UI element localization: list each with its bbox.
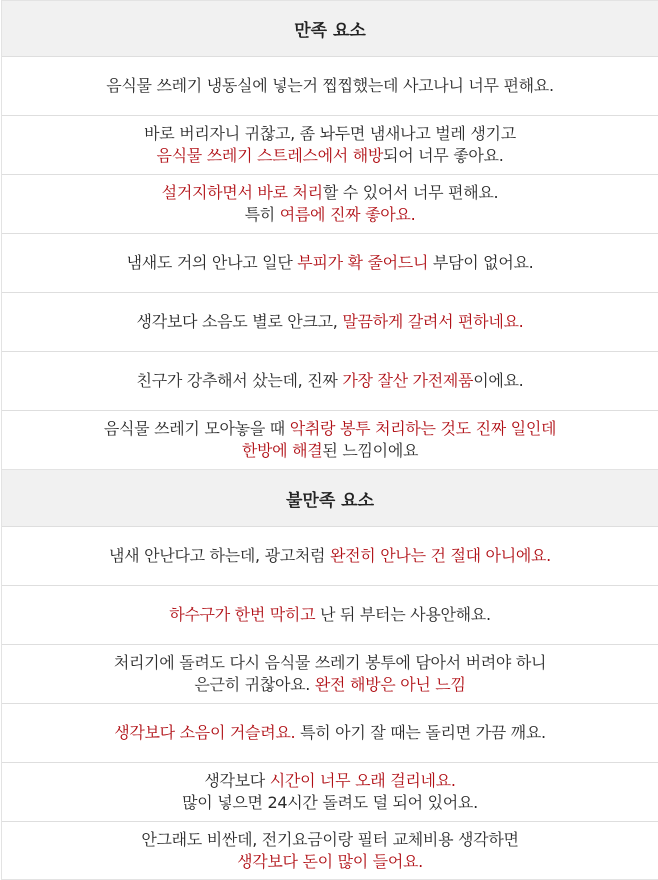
review-line: [104, 418, 556, 440]
highlighted-text: 하수구가 한번 막히고: [169, 605, 316, 624]
highlighted-text: 시간이 너무 오래 걸리네요.: [269, 771, 456, 790]
review-row: [2, 233, 658, 292]
highlighted-text: 가장 잘산 가전제품: [342, 371, 474, 390]
review-row: [2, 703, 658, 762]
review-line: [137, 370, 524, 392]
review-row: [2, 115, 658, 174]
review-text: 부담이 없어요.: [428, 253, 534, 272]
review-row: [2, 585, 658, 644]
review-line: [242, 440, 418, 462]
review-text: 많이 넣으면 24시간 돌려도 덜 되어 있어요.: [182, 793, 478, 812]
highlighted-text: 완전 해방은 아닌 느낌: [314, 675, 466, 694]
review-row: [2, 56, 658, 115]
review-text: 특히 아기 잘 때는 돌리면 가끔 깨요.: [295, 723, 546, 742]
review-table: [1, 0, 658, 880]
highlighted-text: 음식물 쓰레기 스트레스에서 해방: [156, 146, 384, 165]
review-line: [169, 604, 490, 626]
review-row: [2, 292, 658, 351]
satisfaction-list: [2, 56, 658, 469]
review-line: [157, 145, 504, 167]
review-text: 은근히 귀찮아요.: [194, 675, 315, 694]
highlighted-text: 한방에 해결: [241, 441, 323, 460]
highlighted-text: 여름에 진짜 좋아요.: [279, 205, 416, 224]
dissatisfaction-title: 불만족 요소: [285, 490, 375, 511]
highlighted-text: 악취랑 봉투 처리하는 것도 진짜 일인데: [289, 419, 557, 438]
highlighted-text: 완전히 안나는 건 절대 아니에요.: [330, 546, 551, 565]
highlighted-text: 말끔하게 갈려서 편하네요.: [342, 312, 524, 331]
review-text: 할 수 있어서 너무 편해요.: [322, 183, 499, 202]
satisfaction-title: 만족 요소: [294, 21, 366, 41]
review-row: [2, 410, 658, 469]
review-text: 생각보다: [204, 771, 270, 790]
review-line: [114, 722, 546, 744]
highlighted-text: 부피가 확 줄어드니: [297, 253, 429, 272]
review-text: 음식물 쓰레기 모아놓을 때: [103, 419, 290, 438]
review-text: 바로 버리자니 귀찮고, 좀 놔두면 냄새나고 벌레 생기고: [144, 124, 516, 143]
satisfaction-header: [2, 0, 658, 56]
review-row: [2, 351, 658, 410]
review-row: [2, 821, 658, 879]
review-text: 된 느낌이에요: [322, 441, 419, 460]
highlighted-text: 설거지하면서 바로 처리: [161, 183, 323, 202]
review-line: [137, 311, 524, 333]
review-line: [245, 204, 416, 226]
review-text: 이에요.: [473, 371, 524, 390]
review-line: [194, 674, 465, 696]
review-row: [2, 174, 658, 233]
review-line: [109, 545, 551, 567]
review-text: 안그래도 비싼데, 전기요금이랑 필터 교체비용 생각하면: [141, 829, 519, 849]
review-line: [162, 182, 499, 204]
review-row: [2, 526, 658, 585]
review-text: 생각보다 소음도 별로 안크고,: [136, 312, 343, 331]
review-text: 처리기에 돌려도 다시 음식물 쓰레기 봉투에 담아서 버려야 하니: [113, 653, 547, 672]
review-text: 친구가 강추해서 샀는데, 진짜: [136, 371, 343, 390]
review-line: [237, 851, 423, 873]
review-row: [2, 762, 658, 821]
review-text: 냄새 안난다고 하는데, 광고처럼: [109, 546, 330, 565]
review-line: [204, 770, 455, 792]
dissatisfaction-list: [2, 526, 658, 879]
review-line: [182, 792, 478, 814]
review-text: 되어 너무 좋아요.: [383, 146, 504, 165]
review-line: [106, 75, 554, 97]
dissatisfaction-header: [2, 469, 658, 526]
review-text: 특히: [244, 205, 280, 224]
highlighted-text: 생각보다 소음이 거슬려요.: [114, 723, 296, 742]
review-text: 음식물 쓰레기 냉동실에 넣는거 찝찝했는데 사고나니 너무 편해요.: [106, 76, 554, 95]
review-line: [141, 829, 518, 851]
review-line: [127, 252, 534, 274]
review-line: [144, 123, 516, 145]
review-text: 난 뒤 부터는 사용안해요.: [315, 605, 491, 624]
review-row: [2, 644, 658, 703]
review-text: 냄새도 거의 안나고 일단: [126, 253, 298, 272]
review-line: [114, 652, 546, 674]
highlighted-text: 생각보다 돈이 많이 들어요.: [237, 851, 423, 871]
